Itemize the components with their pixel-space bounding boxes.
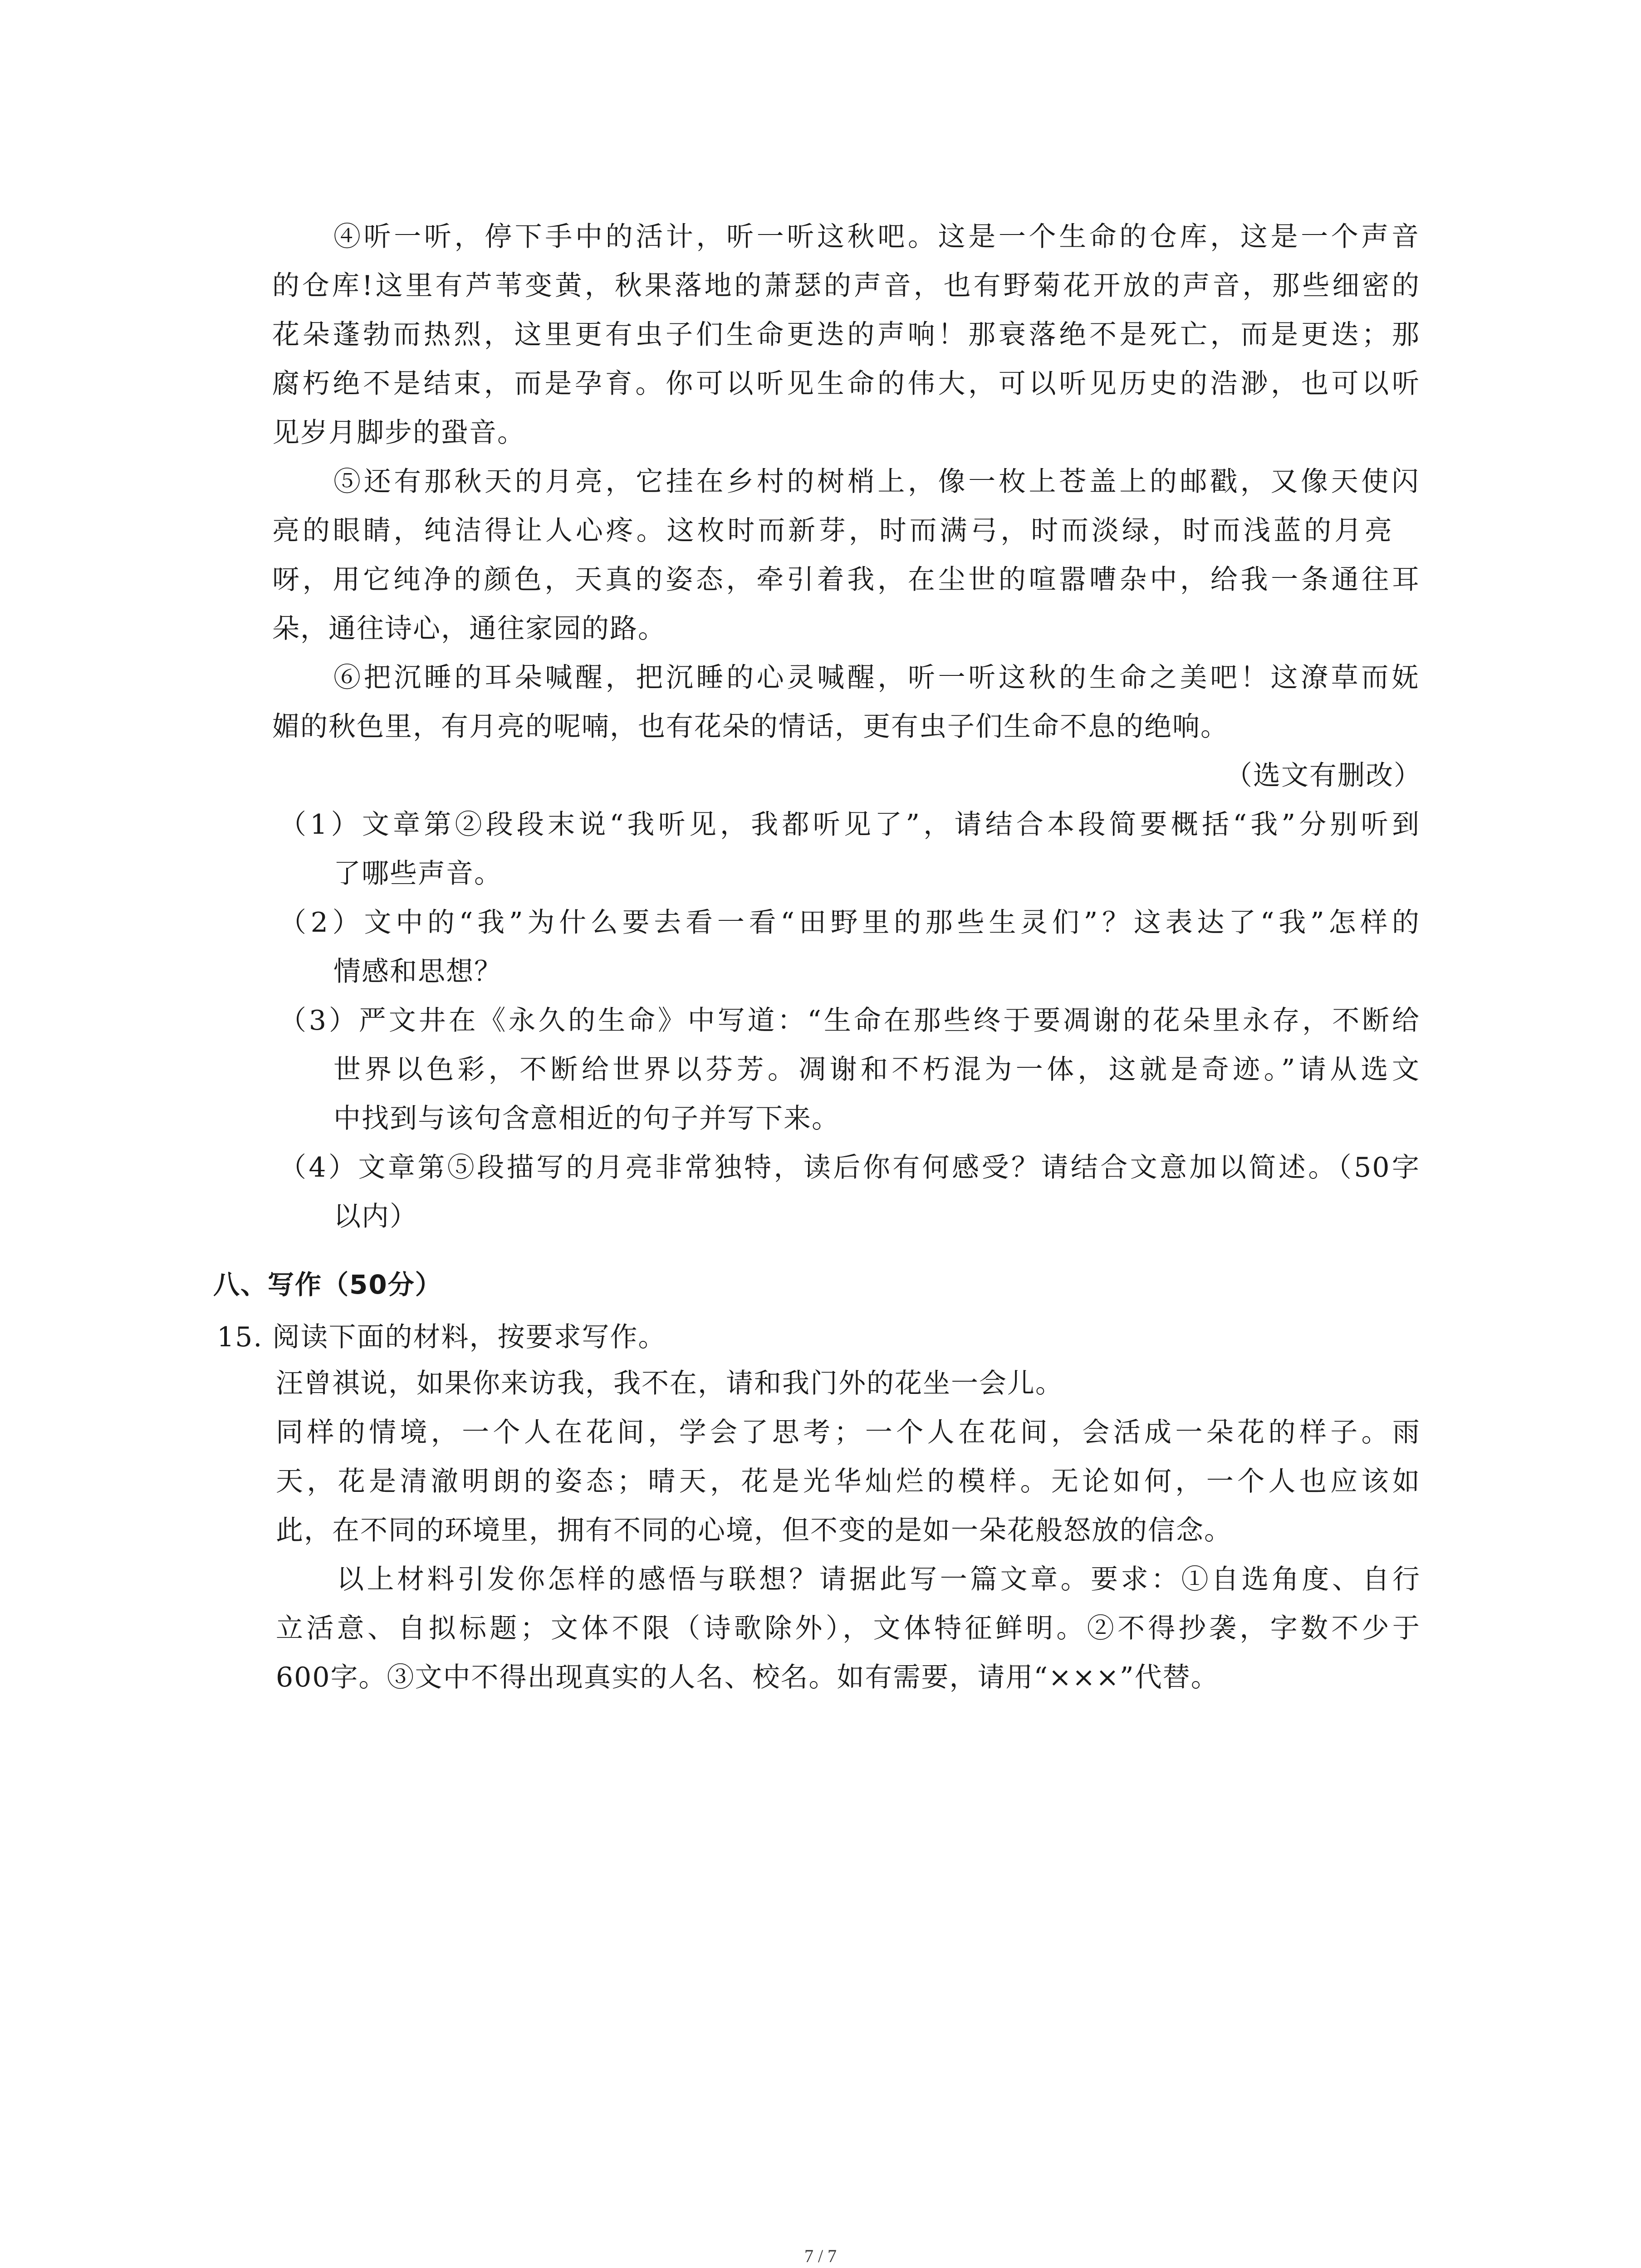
question-3-line-2: 世界以色彩，不断给世界以芬芳。凋谢和不朽混为一体，这就是奇迹。”请从选文 [333,1054,1420,1085]
question-15-title: 15. 阅读下面的材料，按要求写作。 [217,1321,666,1353]
passage-p4-line-4: 腐朽绝不是结束，而是孕育。你可以听见生命的伟大，可以听见历史的浩渺，也可以听 [272,368,1420,400]
question-2-line-1: （2）文中的“我”为什么要去看一看“田野里的那些生灵们”？这表达了“我”怎样的 [279,907,1420,938]
requirements-line-1: 以上材料引发你怎样的感悟与联想？请据此写一篇文章。要求：①自选角度、自行 [337,1564,1421,1595]
material-line-3: 天，花是清澈明朗的姿态；晴天，花是光华灿烂的模样。无论如何，一个人也应该如 [276,1466,1421,1497]
question-4-line-2: 以内） [333,1201,418,1232]
material-line-2: 同样的情境，一个人在花间，学会了思考；一个人在花间，会活成一朵花的样子。雨 [276,1417,1421,1448]
passage-p4-line-5: 见岁月脚步的蛩音。 [272,417,525,449]
passage-p5-line-4: 朵，通往诗心，通往家园的路。 [272,613,666,645]
material-line-1: 汪曾祺说，如果你来访我，我不在，请和我门外的花坐一会儿。 [276,1368,1063,1399]
passage-p4-line-1: ④听一听，停下手中的活计，听一听这秋吧。这是一个生命的仓库，这是一个声音 [333,221,1420,253]
question-2-line-2: 情感和思想？ [333,956,502,987]
passage-p5-line-3: 呀，用它纯净的颜色，天真的姿态，牵引着我，在尘世的喧嚣嘈杂中，给我一条通往耳 [272,564,1420,596]
question-4-line-1: （4）文章第⑤段描写的月亮非常独特，读后你有何感受？请结合文意加以简述。（50字 [279,1152,1420,1183]
question-1-line-2: 了哪些声音。 [333,858,502,890]
question-3-line-3: 中找到与该句含意相近的句子并写下来。 [333,1103,840,1134]
material-line-4: 此，在不同的环境里，拥有不同的心境，但不变的是如一朵花般怒放的信念。 [276,1515,1232,1546]
passage-p6-line-2: 媚的秋色里，有月亮的呢喃，也有花朵的情话，更有虫子们生命不息的绝响。 [272,711,1229,743]
requirements-line-3: 600字。③文中不得出现真实的人名、校名。如有需要，请用“×××”代替。 [276,1662,1219,1693]
page-number: 7 / 7 [804,2246,837,2266]
passage-p4-line-2: 的仓库!这里有芦苇变黄，秋果落地的萧瑟的声音，也有野菊花开放的声音，那些细密的 [272,270,1420,302]
passage-source-note: （选文有删改） [1225,760,1422,792]
question-1-line-1: （1）文章第②段段末说“我听见，我都听见了”，请结合本段简要概括“我”分别听到 [279,809,1420,841]
question-3-line-1: （3）严文井在《永久的生命》中写道：“生命在那些终于要凋谢的花朵里永存，不断给 [279,1005,1420,1036]
passage-p4-line-3: 花朵蓬勃而热烈，这里更有虫子们生命更迭的声响！那衰落绝不是死亡，而是更迭；那 [272,319,1420,351]
passage-p5-line-2: 亮的眼睛，纯洁得让人心疼。这枚时而新芽，时而满弓，时而淡绿，时而浅蓝的月亮 [272,515,1393,547]
requirements-line-2: 立活意、自拟标题；文体不限（诗歌除外），文体特征鲜明。②不得抄袭，字数不少于 [276,1613,1421,1644]
passage-p6-line-1: ⑥把沉睡的耳朵喊醒，把沉睡的心灵喊醒，听一听这秋的生命之美吧！这潦草而妩 [333,662,1420,694]
section-8-heading: 八、写作（50分） [213,1269,442,1300]
passage-p5-line-1: ⑤还有那秋天的月亮，它挂在乡村的树梢上，像一枚上苍盖上的邮戳，又像天使闪 [333,466,1420,498]
